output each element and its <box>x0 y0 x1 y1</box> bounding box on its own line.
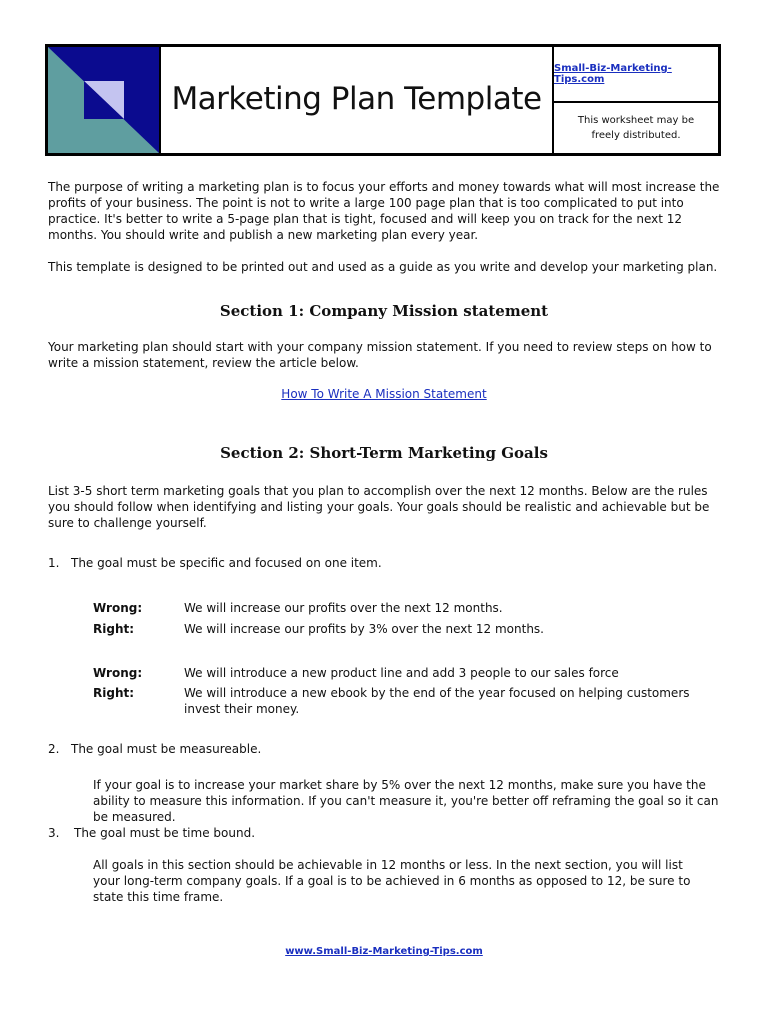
template-note: This template is designed to be printed out and used as a guide as you write and develop your marketing plan. <box>48 260 718 274</box>
mission-statement-link[interactable]: How To Write A Mission Statement <box>281 387 487 401</box>
rule-number: 1. <box>48 556 60 570</box>
example-label-right: Right: <box>93 686 135 700</box>
site-link[interactable]: Small-Biz-Marketing-Tips.com <box>554 63 672 85</box>
rule-text: The goal must be measureable. <box>71 742 262 756</box>
page-title: Marketing Plan Template <box>171 81 542 117</box>
section-1-heading: Section 1: Company Mission statement <box>219 302 549 320</box>
measure-text: If your goal is to increase your market share by 5% over the next 12 months, make sure you have the ability to measure this information. If you can't measure it, you're better off reframing the goal so it can be measured. <box>93 778 719 824</box>
example-label-wrong: Wrong: <box>93 666 143 680</box>
rule-number: 2. <box>48 742 60 756</box>
rule-text: The goal must be specific and focused on one item. <box>71 556 382 570</box>
example-label-wrong: Wrong: <box>93 601 143 615</box>
logo-graphic <box>48 47 159 153</box>
footer <box>0 939 768 958</box>
intro-paragraph: The purpose of writing a marketing plan is to focus your efforts and money towards what will most increase the profits of your business. The point is not to write a large 100 page plan that is too complicated to put into practice. It's better to write a 5-page plan that is tight, focused and will keep you on track for the next 12 months. You should write and publish a new marketing plan every year. <box>48 180 720 242</box>
example-text: We will increase our profits by 3% over the next 12 months. <box>184 622 544 636</box>
footer-link[interactable]: www.Small-Biz-Marketing-Tips.com <box>285 946 483 957</box>
section-2-text: List 3-5 short term marketing goals that you plan to accomplish over the next 12 months. Below are the rules you should follow when identifying and listing your goals. Your goals should be realistic and achievable but be sure to challenge yourself. <box>48 484 710 530</box>
example-text: We will introduce a new product line and add 3 people to our sales force <box>184 666 619 680</box>
distribution-line: This worksheet may be <box>577 115 695 126</box>
header-info <box>554 47 718 153</box>
example-text: We will increase our profits over the next 12 months. <box>184 601 503 615</box>
time-text: All goals in this section should be achievable in 12 months or less. In the next section, you will list your long-term company goals. If a goal is to be achieved in 6 months as opposed to 12, be sure to state this time frame. <box>93 858 691 904</box>
rule-text: The goal must be time bound. <box>74 826 256 840</box>
example-text: We will introduce a new ebook by the end of the year focused on helping customers invest their money. <box>184 686 690 716</box>
logo <box>48 47 161 153</box>
distribution-line: freely distributed. <box>591 130 681 141</box>
distribution-note <box>554 103 718 153</box>
title-cell <box>161 47 554 153</box>
rule-number: 3. <box>48 826 60 840</box>
example-label-right: Right: <box>93 622 135 636</box>
site-box <box>554 47 718 103</box>
header-box <box>45 44 721 156</box>
section-1-text: Your marketing plan should start with your company mission statement. If you need to review steps on how to write a mission statement, review the article below. <box>48 340 712 370</box>
section-2-heading: Section 2: Short-Term Marketing Goals <box>220 444 548 462</box>
